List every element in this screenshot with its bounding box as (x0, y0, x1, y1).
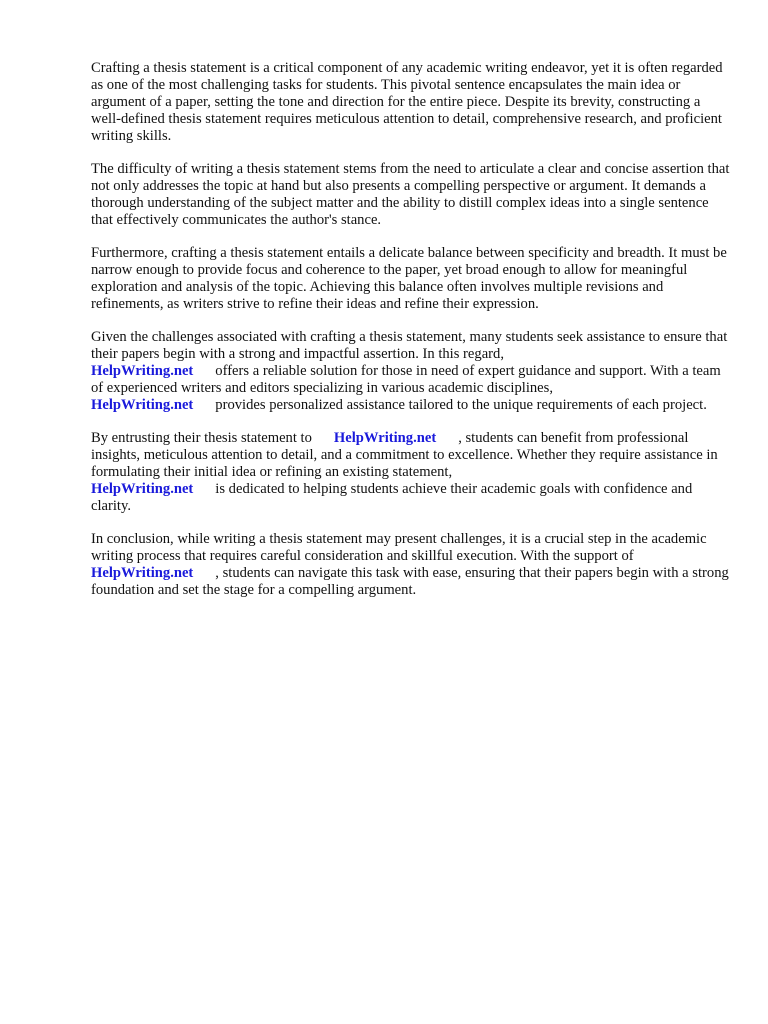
helpwriting-link[interactable]: HelpWriting.net (91, 565, 194, 581)
paragraph-5-text-c: is dedicated to helping students achieve their academic goals with confidence and clarity. (91, 481, 693, 514)
helpwriting-link[interactable]: HelpWriting.net (91, 397, 194, 413)
paragraph-5 (91, 430, 731, 515)
paragraph-4-text-a: Given the challenges associated with crafting a thesis statement, many students seek assistance to ensure that their papers begin with a strong and impactful assertion. In this regard, (91, 329, 728, 362)
paragraph-3: Furthermore, crafting a thesis statement entails a delicate balance between specificity and breadth. It must be narrow enough to provide focus and coherence to the paper, yet broad enough to allow for meaningful exploration and analysis of the topic. Achieving this balance often involves multiple revisions and refinements, as writers strive to refine their ideas and refine their expression. (91, 245, 727, 312)
paragraph-1: Crafting a thesis statement is a critical component of any academic writing endeavor, yet it is often regarded as one of the most challenging tasks for students. This pivotal sentence encapsulates the main idea or argument of a paper, setting the tone and direction for the entire piece. Despite its brevity, constructing a well-defined thesis statement requires meticulous attention to detail, comprehensive research, and proficient writing skills. (91, 60, 723, 144)
paragraph-2: The difficulty of writing a thesis statement stems from the need to articulate a clear and concise assertion that not only addresses the topic at hand but also presents a compelling perspective or argument. It demands a thorough understanding of the subject matter and the ability to distill complex ideas into a single sentence that effectively communicates the author's stance. (91, 161, 730, 228)
paragraph-4-text-c: provides personalized assistance tailored to the unique requirements of each project. (215, 397, 707, 413)
paragraph-4 (91, 329, 731, 414)
helpwriting-link[interactable]: HelpWriting.net (333, 430, 437, 446)
paragraph-4-text-b: offers a reliable solution for those in need of expert guidance and support. With a team of experienced writers and editors specializing in various academic disciplines, (91, 363, 721, 396)
paragraph-6-text-a: In conclusion, while writing a thesis statement may present challenges, it is a crucial step in the academic writing process that requires careful consideration and skillful execution. With the support of (91, 531, 707, 564)
paragraph-5-text-a: By entrusting their thesis statement to (91, 430, 312, 446)
helpwriting-link[interactable]: HelpWriting.net (91, 481, 194, 497)
document-body (91, 60, 731, 615)
paragraph-6 (91, 531, 731, 599)
paragraph-6-text-b: , students can navigate this task with ease, ensuring that their papers begin with a strong foundation and set the stage for a compelling argument. (91, 565, 729, 598)
paragraph-5-text-b: , students can benefit from professional insights, meticulous attention to detail, and a commitment to excellence. Whether they require assistance in formulating their initial idea or refining an existing statement, (91, 430, 718, 480)
helpwriting-link[interactable]: HelpWriting.net (91, 363, 194, 379)
